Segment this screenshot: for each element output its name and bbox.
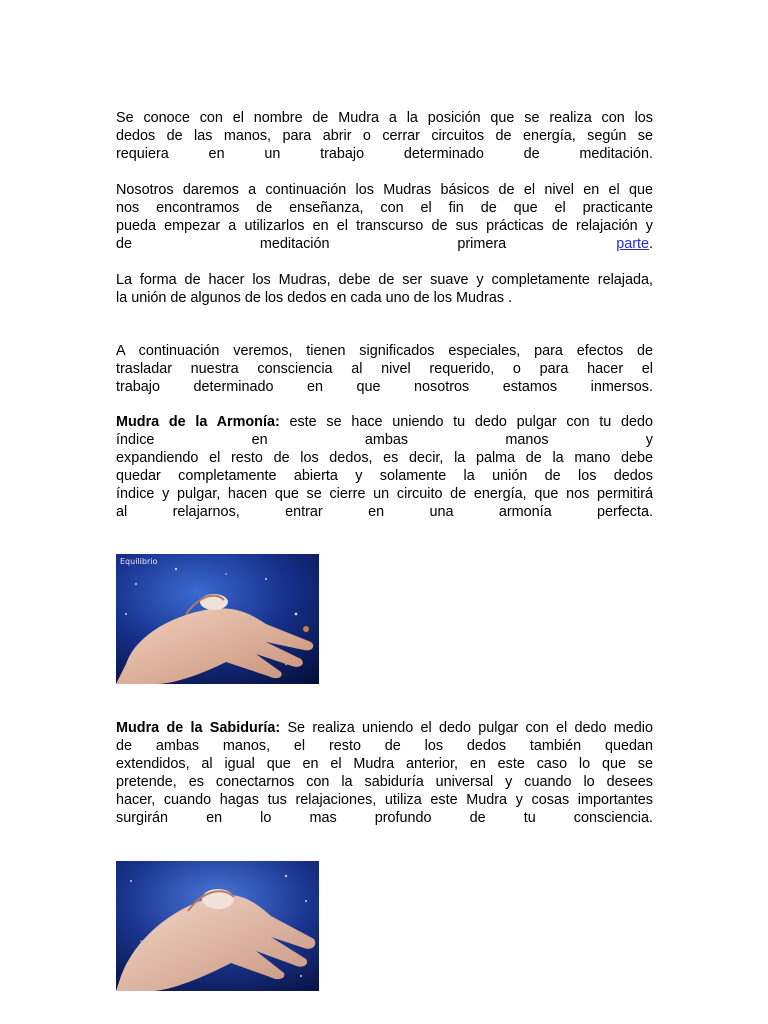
text-line: trabajo determinado en que nosotros estamos inmersos. bbox=[116, 379, 653, 395]
hand-mudra-photo-icon bbox=[116, 861, 319, 991]
text-line: trasladar nuestra consciencia al nivel requerido, o para hacer el bbox=[116, 361, 653, 377]
text-line: Se conoce con el nombre de Mudra a la posición que se realiza con los bbox=[116, 110, 653, 126]
armonia-title: Mudra de la Armonía: bbox=[116, 414, 280, 430]
parte-link[interactable]: parte bbox=[616, 236, 649, 252]
text-line: La forma de hacer los Mudras, debe de ser suave y completamente relajada, bbox=[116, 272, 653, 288]
mudra-armonia-image bbox=[116, 554, 319, 684]
paragraph-continuation bbox=[116, 342, 653, 396]
text-line-heading: Mudra de la Armonía: este se hace uniendo tu dedo pulgar con tu dedo bbox=[116, 414, 654, 430]
text-line: la unión de algunos de los dedos en cada uno de los Mudras . bbox=[116, 290, 513, 306]
text-line: expandiendo el resto de los dedos, es decir, la palma de la mano debe bbox=[116, 450, 653, 466]
text-line: Nosotros daremos a continuación los Mudras básicos de el nivel en el que bbox=[116, 182, 653, 198]
section-armonia bbox=[116, 413, 653, 521]
text-line: al relajarnos, entrar en una armonía perfecta. bbox=[116, 504, 653, 520]
image-caption: Equilibrio bbox=[120, 557, 158, 566]
sabiduria-title: Mudra de la Sabiduría: bbox=[116, 720, 281, 736]
text-line: nos encontramos de enseñanza, con el fin de que el practicante bbox=[116, 200, 653, 216]
text-line: requiera en un trabajo determinado de meditación. bbox=[116, 146, 653, 162]
section-sabiduria bbox=[116, 719, 653, 827]
text-line-heading: Mudra de la Sabiduría: Se realiza uniendo el dedo pulgar con el dedo medio bbox=[116, 720, 653, 736]
text-line: surgirán en lo mas profundo de tu consciencia. bbox=[116, 810, 653, 826]
text-line: de ambas manos, el resto de los dedos también quedan bbox=[116, 738, 653, 754]
text-line: extendidos, al igual que en el Mudra anterior, en este caso lo que se bbox=[116, 756, 653, 772]
text-line: dedos de las manos, para abrir o cerrar circuitos de energía, según se bbox=[116, 128, 653, 144]
text-line: quedar completamente abierta y solamente la unión de los dedos bbox=[116, 468, 653, 484]
paragraph-how-to bbox=[116, 271, 653, 307]
paragraph-intro bbox=[116, 109, 653, 163]
text-line: índice y pulgar, hacen que se cierre un circuito de energía, que nos permitirá bbox=[116, 486, 653, 502]
text-line: hacer, cuando hagas tus relajaciones, utiliza este Mudra y cosas importantes bbox=[116, 792, 653, 808]
text-line: A continuación veremos, tienen significados especiales, para efectos de bbox=[116, 343, 653, 359]
mudra-sabiduria-image bbox=[116, 861, 319, 991]
text-line-with-link: de meditación primera parte. bbox=[116, 236, 653, 252]
text-line: índice en ambas manos y bbox=[116, 432, 653, 448]
text-line: pretende, es conectarnos con la sabiduría universal y cuando lo desees bbox=[116, 774, 653, 790]
text-line: pueda empezar a utilizarlos en el transcurso de sus prácticas de relajación y bbox=[116, 218, 653, 234]
hand-mudra-photo-icon bbox=[116, 554, 319, 684]
paragraph-basic-mudras bbox=[116, 181, 653, 253]
